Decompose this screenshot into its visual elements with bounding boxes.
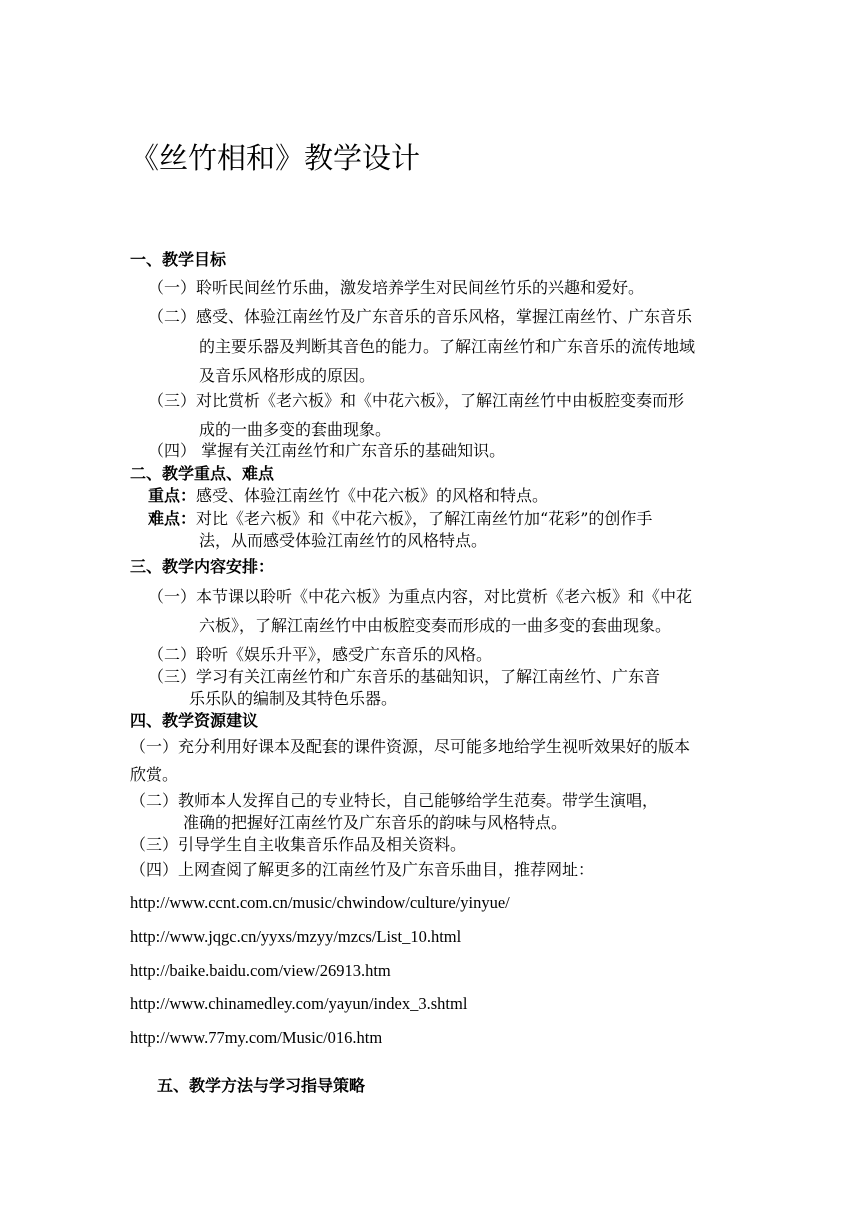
difficult-point-text: 对比《老六板》和《中花六板》，了解江南丝竹加“花彩”的创作手 xyxy=(196,509,653,528)
difficult-point-label: 难点： xyxy=(148,509,197,528)
s1-item-1: （一）聆听民间丝竹乐曲，激发培养学生对民间丝竹乐的兴趣和爱好。 xyxy=(148,278,645,297)
s4-item-3: （三）引导学生自主收集音乐作品及相关资料。 xyxy=(130,835,467,854)
section-4-heading: 四、教学资源建议 xyxy=(130,711,259,730)
s1-item-2: （二）感受、体验江南丝竹及广东音乐的音乐风格，掌握江南丝竹、广东音乐 xyxy=(148,307,693,326)
s3-item-1: （一）本节课以聆听《中花六板》为重点内容，对比赏析《老六板》和《中花 xyxy=(148,587,693,606)
s3-item-1-cont: 六板》，了解江南丝竹中由板腔变奏而形成的一曲多变的套曲现象。 xyxy=(199,616,672,635)
key-point-text: 感受、体验江南丝竹《中花六板》的风格和特点。 xyxy=(196,486,549,505)
s3-item-2: （二）聆听《娱乐升平》，感受广东音乐的风格。 xyxy=(148,645,493,664)
s3-item-3-cont: 乐乐队的编制及其特色乐器。 xyxy=(189,689,398,708)
s1-item-4: （四） 掌握有关江南丝竹和广东音乐的基础知识。 xyxy=(148,441,506,460)
s4-item-2: （二）教师本人发挥自己的专业特长，自己能够给学生范奏。带学生演唱， xyxy=(130,791,659,810)
url-link[interactable]: http://www.ccnt.com.cn/music/chwindow/culture/yinyue/ xyxy=(130,893,510,912)
key-point-label: 重点： xyxy=(148,486,197,505)
section-1-heading: 一、教学目标 xyxy=(130,250,227,269)
s4-item-4: （四）上网查阅了解更多的江南丝竹及广东音乐曲目，推荐网址： xyxy=(130,860,595,879)
document-title: 《丝竹相和》教学设计 xyxy=(130,141,421,175)
key-point xyxy=(148,486,548,506)
s4-item-2-cont: 准确的把握好江南丝竹及广东音乐的韵味与风格特点。 xyxy=(183,813,568,832)
s1-item-2-cont: 及音乐风格形成的原因。 xyxy=(199,366,376,385)
s1-item-3: （三）对比赏析《老六板》和《中花六板》，了解江南丝竹中由板腔变奏而形 xyxy=(148,391,685,410)
section-3-heading: 三、教学内容安排： xyxy=(130,557,275,576)
url-link[interactable]: http://baike.baidu.com/view/26913.htm xyxy=(130,961,391,980)
section-5-heading: 五、教学方法与学习指导策略 xyxy=(157,1076,366,1095)
s3-item-3: （三）学习有关江南丝竹和广东音乐的基础知识，了解江南丝竹、广东音 xyxy=(148,667,661,686)
url-link[interactable]: http://www.jqgc.cn/yyxs/mzyy/mzcs/List_10.html xyxy=(130,927,462,946)
section-2-heading: 二、教学重点、难点 xyxy=(130,464,275,483)
s1-item-2-cont: 的主要乐器及判断其音色的能力。了解江南丝竹和广东音乐的流传地域 xyxy=(199,337,696,356)
difficult-point-cont: 法，从而感受体验江南丝竹的风格特点。 xyxy=(199,531,488,550)
s4-item-1: （一）充分利用好课本及配套的课件资源，尽可能多地给学生视听效果好的版本 xyxy=(130,737,691,756)
url-link[interactable]: http://www.77my.com/Music/016.htm xyxy=(130,1028,383,1047)
difficult-point xyxy=(148,509,652,529)
s1-item-3-cont: 成的一曲多变的套曲现象。 xyxy=(199,420,392,439)
s4-item-1-cont: 欣赏。 xyxy=(130,765,179,784)
url-link[interactable]: http://www.chinamedley.com/yayun/index_3.shtml xyxy=(130,994,468,1013)
